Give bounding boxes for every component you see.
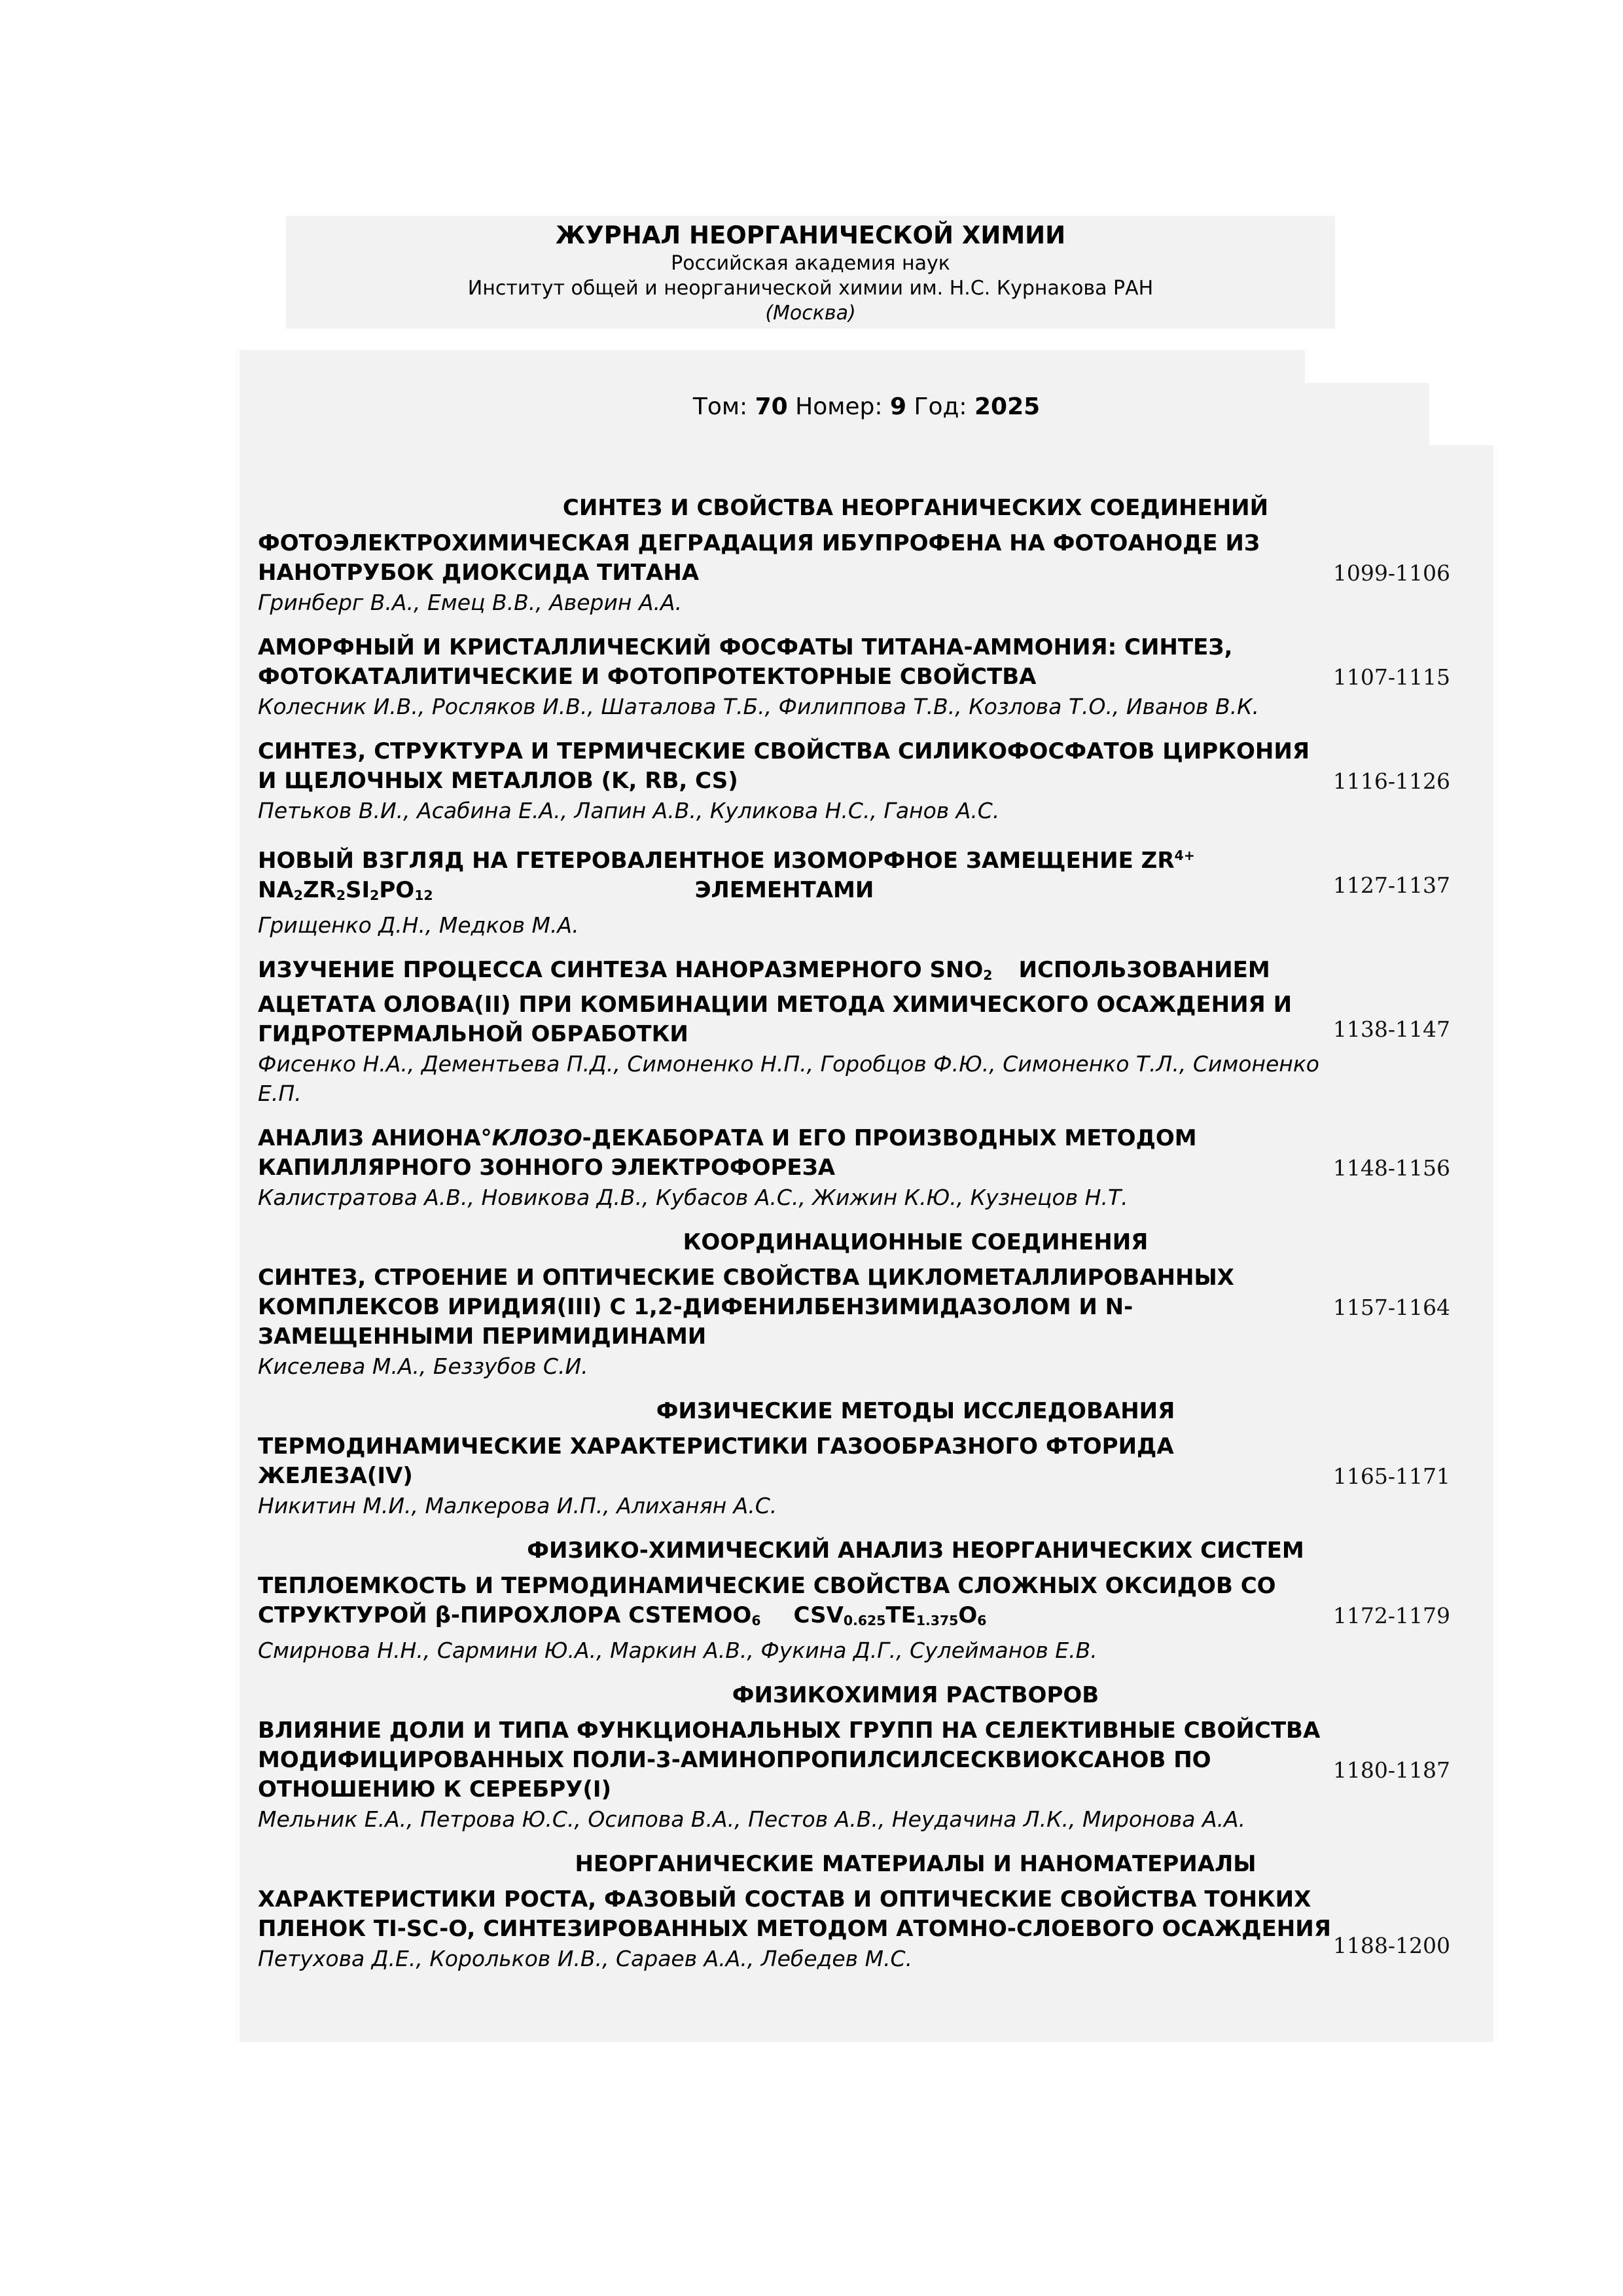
article-authors: Смирнова Н.Н., Сармини Ю.А., Маркин А.В., Фукина Д.Г., Сулейманов Е.В. [258,1638,1097,1663]
title-text: -ДЕКАБОРАТА И ЕГО ПРОИЗВОДНЫХ МЕТОДОМ КАПИЛЛЯРНОГО ЗОННОГО ЭЛЕКТРОФОРЕЗА [258,1125,1197,1181]
article-authors: Калистратова А.В., Новикова Д.В., Кубасов А.С., Жижин К.Ю., Кузнецов Н.Т. [258,1185,1128,1210]
article-pages: 1188-1200 [1332,1933,1450,1958]
article-authors: Фисенко Н.А., Дементьева П.Д., Симоненко Н.П., Горобцов Ф.Ю., Симоненко Т.Л., Симоненко Е.П. [258,1051,1319,1106]
number-label: Номер: [795,393,883,420]
formula-si: SI [346,877,370,903]
article-authors: Никитин М.И., Малкерова И.П., Алиханян А.С. [258,1493,777,1518]
formula-na: NA [258,877,294,903]
article-title[interactable]: ХАРАКТЕРИСТИКИ РОСТА, ФАЗОВЫЙ СОСТАВ И ОПТИЧЕСКИЕ СВОЙСТВА ТОНКИХ ПЛЕНОК TI-SC-O, СИНТЕЗИРОВАННЫХ МЕТОДОМ АТОМНО-СЛОЕВОГО ОСАЖДЕНИЯ [258,1886,1331,1942]
formula-csv: CSV [793,1602,844,1628]
article-title[interactable]: СИНТЕЗ, СТРУКТУРА И ТЕРМИЧЕСКИЕ СВОЙСТВА СИЛИКОФОСФАТОВ ЦИРКОНИЯ И ЩЕЛОЧНЫХ МЕТАЛЛОВ (K, RB, CS) [258,738,1310,794]
article-entry[interactable] [258,1571,1462,1665]
formula-po: PO [379,877,415,903]
institute: Институт общей и неорганической химии им. Н.С. Курнакова РАН [467,277,1154,300]
volume-label: Том: [692,393,748,420]
section-heading: ФИЗИКОХИМИЯ РАСТВОРОВ [732,1682,1099,1708]
article-entry[interactable] [258,633,1462,721]
article-title[interactable] [258,841,1331,910]
title-text: АНАЛИЗ АНИОНА° [258,1125,492,1151]
article-authors: Мельник Е.А., Петрова Ю.С., Осипова В.А., Пестов А.В., Неудачина Л.К., Миронова А.А. [258,1806,1246,1832]
article-authors: Петьков В.И., Асабина Е.А., Лапин А.В., Куликова Н.С., Ганов А.С. [258,798,1000,823]
article-title[interactable]: СИНТЕЗ, СТРОЕНИЕ И ОПТИЧЕСКИЕ СВОЙСТВА ЦИКЛОМЕТАЛЛИРОВАННЫХ КОМПЛЕКСОВ ИРИДИЯ(III) С 1,2-ДИФЕНИЛБЕНЗИМИДАЗОЛОМ И N-ЗАМЕЩЕННЫМИ ПЕРИМИДИНАМИ [258,1265,1234,1350]
article-entry[interactable] [258,1716,1462,1834]
issue-info [240,387,1493,427]
article-authors: Киселева М.А., Беззубов С.И. [258,1354,588,1379]
article-pages: 1180-1187 [1332,1757,1450,1783]
journal-header [286,216,1335,329]
article-pages: 1138-1147 [1332,1016,1450,1042]
subscript: 12 [414,888,433,903]
year-label: Год: [914,393,967,420]
title-text: ИСПОЛЬЗОВАНИЕМ [1018,957,1270,983]
article-entry[interactable] [258,737,1462,825]
city: (Москва) [765,302,856,325]
subscript: 2 [983,967,993,983]
year-value: 2025 [974,393,1041,420]
table-of-contents [258,490,1462,1989]
title-text: СТРУКТУРОЙ β-ПИРОХЛОРА CSTEMOO [258,1602,752,1628]
article-entry[interactable] [258,1263,1462,1381]
subscript: 0.625 [843,1613,886,1628]
article-entry[interactable] [258,956,1462,1108]
section-heading: НЕОРГАНИЧЕСКИЕ МАТЕРИАЛЫ И НАНОМАТЕРИАЛЫ [575,1851,1257,1877]
subscript: 2 [293,888,303,903]
number-value: 9 [890,393,907,420]
section-heading: ФИЗИЧЕСКИЕ МЕТОДЫ ИССЛЕДОВАНИЯ [656,1398,1175,1424]
section-heading: СИНТЕЗ И СВОЙСТВА НЕОРГАНИЧЕСКИХ СОЕДИНЕНИЙ [562,495,1269,521]
article-entry[interactable] [258,1432,1462,1520]
article-title[interactable]: ФОТОЭЛЕКТРОХИМИЧЕСКАЯ ДЕГРАДАЦИЯ ИБУПРОФЕНА НА ФОТОАНОДЕ ИЗ НАНОТРУБОК ДИОКСИДА ТИТАНА [258,530,1260,586]
article-entry[interactable] [258,841,1462,940]
subscript: 1.375 [916,1613,959,1628]
subscript: 2 [336,888,346,903]
article-pages: 1107-1115 [1332,664,1450,690]
subscript: 6 [751,1613,761,1628]
article-entry[interactable] [258,1124,1462,1212]
title-text: ИЗУЧЕНИЕ ПРОЦЕССА СИНТЕЗА НАНОРАЗМЕРНОГО SNO [258,957,984,983]
article-title[interactable]: АМОРФНЫЙ И КРИСТАЛЛИЧЕСКИЙ ФОСФАТЫ ТИТАНА-АММОНИЯ: СИНТЕЗ, ФОТОКАТАЛИТИЧЕСКИЕ И ФОТОПРОТЕКТОРНЫЕ СВОЙСТВА [258,634,1233,690]
section-heading: ФИЗИКО-ХИМИЧЕСКИЙ АНАЛИЗ НЕОРГАНИЧЕСКИХ СИСТЕМ [527,1537,1304,1564]
volume-value: 70 [755,393,788,420]
article-entry[interactable] [258,529,1462,617]
subscript: 2 [370,888,380,903]
title-text: АЦЕТАТА ОЛОВА(II) ПРИ КОМБИНАЦИИ МЕТОДА ХИМИЧЕСКОГО ОСАЖДЕНИЯ И ГИДРОТЕРМАЛЬНОЙ ОБРАБОТКИ [258,992,1293,1047]
article-pages: 1157-1164 [1332,1295,1450,1320]
article-pages: 1172-1179 [1332,1603,1450,1628]
formula-te: TE [885,1602,916,1628]
article-title[interactable]: ВЛИЯНИЕ ДОЛИ И ТИПА ФУНКЦИОНАЛЬНЫХ ГРУПП НА СЕЛЕКТИВНЫЕ СВОЙСТВА МОДИФИЦИРОВАННЫХ ПОЛИ-3-АМИНОПРОПИЛСИЛСЕСКВИОКСАНОВ ПО ОТНОШЕНИЮ К СЕРЕБРУ(I) [258,1717,1321,1803]
title-text: ЭЛЕМЕНТАМИ [694,877,874,903]
title-text: НОВЫЙ ВЗГЛЯД НА ГЕТЕРОВАЛЕНТНОЕ ИЗОМОРФНОЕ ЗАМЕЩЕНИЕ ZR [258,848,1175,874]
article-pages: 1148-1156 [1332,1155,1450,1181]
article-pages: 1116-1126 [1332,768,1450,794]
article-pages: 1165-1171 [1332,1463,1450,1489]
article-title[interactable] [258,956,1331,1049]
subscript: 6 [977,1613,987,1628]
formula-zr: ZR [302,877,336,903]
article-title[interactable] [258,1571,1331,1636]
article-title[interactable] [258,1124,1331,1183]
article-authors: Колесник И.В., Росляков И.В., Шаталова Т.Б., Филиппова Т.В., Козлова Т.О., Иванов В.К. [258,694,1260,719]
journal-title: ЖУРНАЛ НЕОРГАНИЧЕСКОЙ ХИМИИ [555,221,1066,249]
article-pages: 1099-1106 [1332,560,1450,586]
publisher: Российская академия наук [671,252,950,275]
title-italic: КЛОЗО [491,1125,582,1151]
article-authors: Петухова Д.Е., Корольков И.В., Сараев А.А., Лебедев М.С. [258,1946,913,1971]
article-entry[interactable] [258,1885,1462,1973]
section-heading: КООРДИНАЦИОННЫЕ СОЕДИНЕНИЯ [683,1229,1149,1255]
superscript: 4+ [1174,848,1195,863]
formula-o: O [958,1602,978,1628]
article-title[interactable]: ТЕРМОДИНАМИЧЕСКИЕ ХАРАКТЕРИСТИКИ ГАЗООБРАЗНОГО ФТОРИДА ЖЕЛЕЗА(IV) [258,1433,1174,1489]
title-text: ТЕПЛОЕМКОСТЬ И ТЕРМОДИНАМИЧЕСКИЕ СВОЙСТВА СЛОЖНЫХ ОКСИДОВ СО [258,1573,1276,1599]
article-authors: Гринберг В.А., Емец В.В., Аверин А.А. [258,590,683,615]
article-pages: 1127-1137 [1332,872,1450,898]
article-authors: Грищенко Д.Н., Медков М.А. [258,912,579,938]
